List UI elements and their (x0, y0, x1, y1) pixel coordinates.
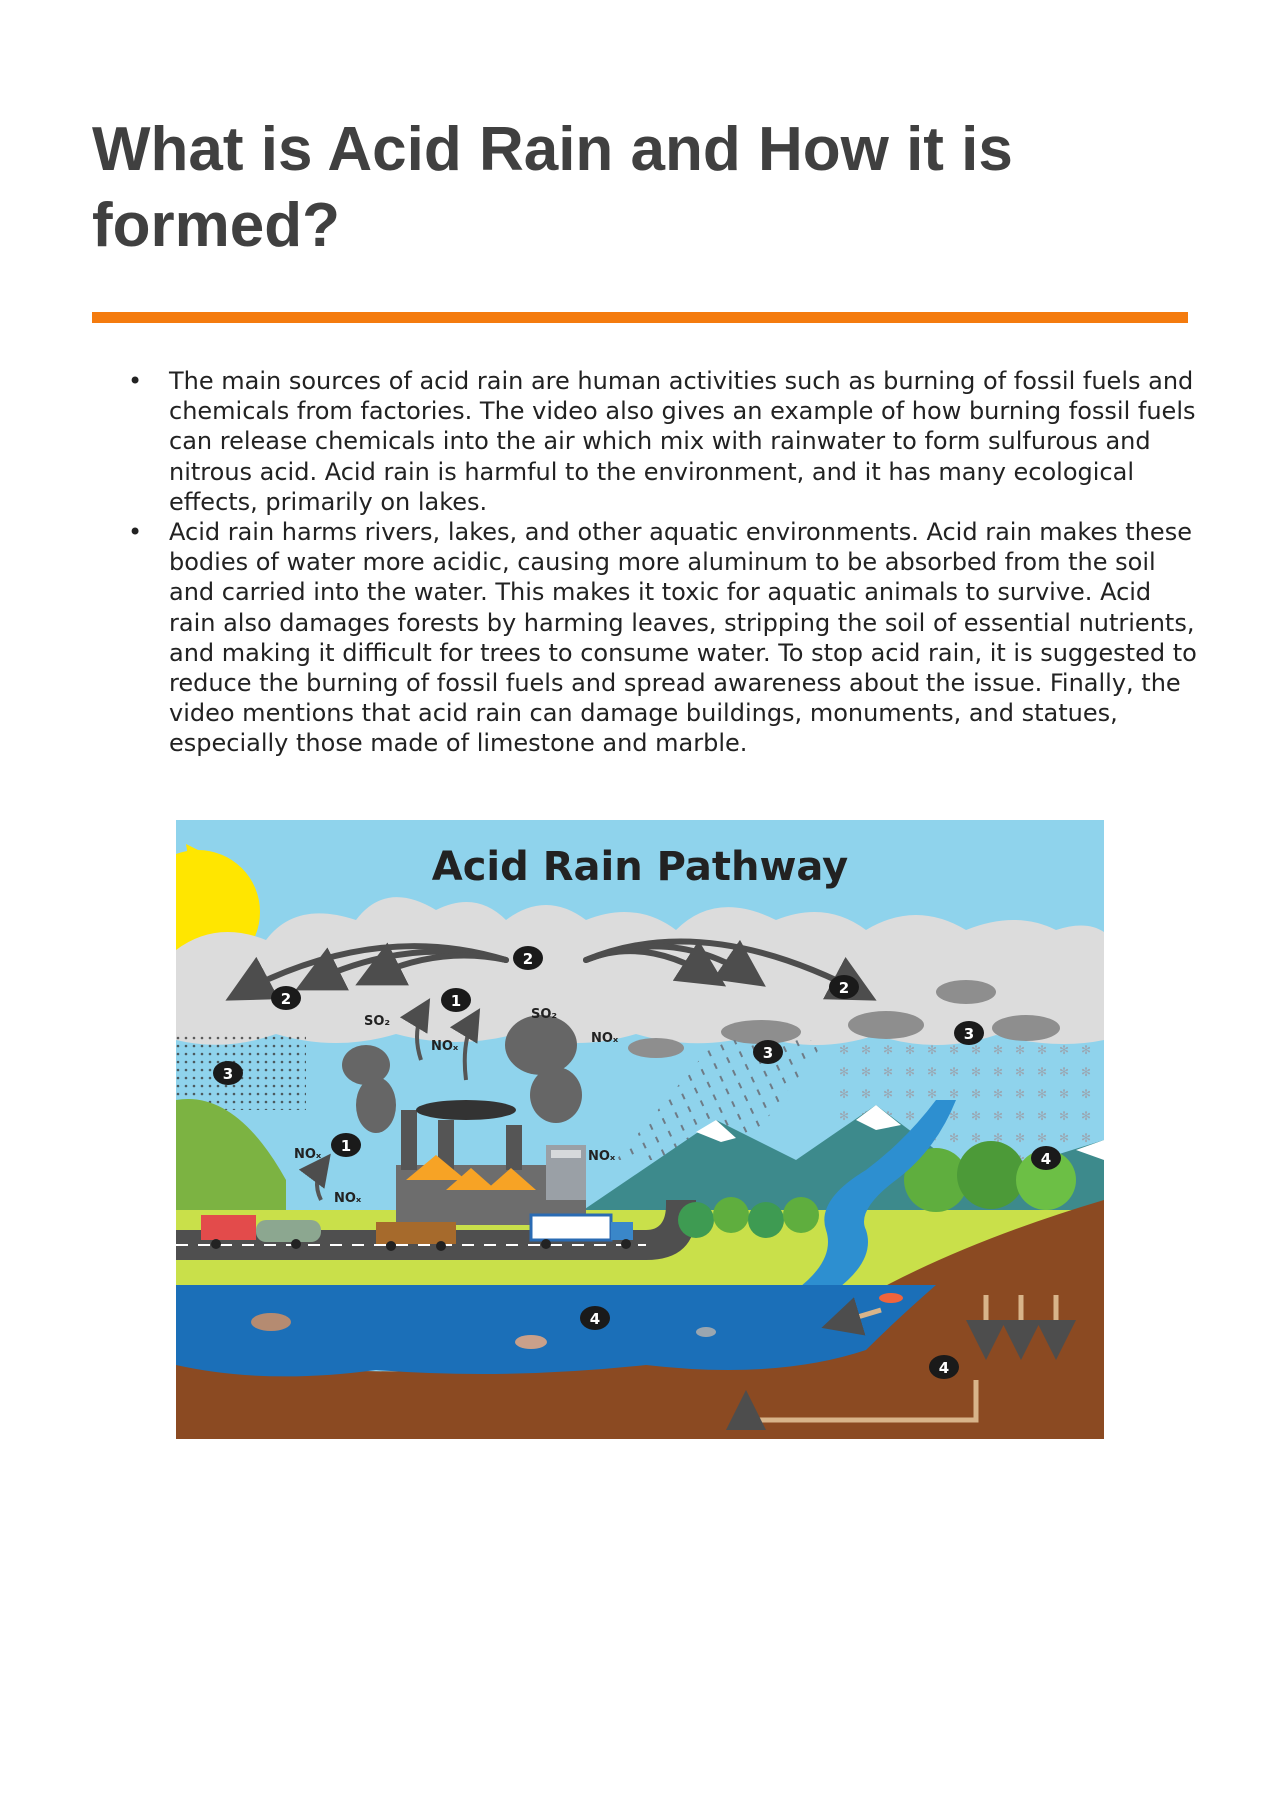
svg-text:4: 4 (589, 1310, 601, 1328)
list-item-text: The main sources of acid rain are human activities such as burning of fossil fuels and chemicals from factories. The video also gives an example of how burning fossil fuels can release chemicals into the air which mix with rainwater to form sulfurous and nitrous acid. Acid rain is harmful to the environment, and it has many ecological effects, primarily on lakes. (169, 367, 1196, 516)
nox-label: NOₓ (294, 1147, 322, 1162)
bullet-icon: • (128, 518, 143, 547)
svg-text:3: 3 (222, 1065, 234, 1083)
nox-label: NOₓ (431, 1039, 459, 1054)
nox-label: NOₓ (588, 1149, 616, 1164)
step-marker (580, 1306, 610, 1330)
so2-label: SO₂ (364, 1014, 391, 1029)
acid-rain-illustration (176, 820, 1104, 1439)
svg-text:2: 2 (280, 990, 292, 1008)
svg-text:2: 2 (522, 950, 534, 968)
bullet-icon: • (128, 367, 143, 395)
list-item (92, 517, 1202, 759)
title-divider (92, 312, 1188, 323)
nox-label: NOₓ (334, 1191, 362, 1206)
svg-text:1: 1 (450, 992, 462, 1010)
step-marker (441, 988, 471, 1012)
svg-text:4: 4 (1040, 1150, 1052, 1168)
list-item-text: Acid rain harms rivers, lakes, and other aquatic environments. Acid rain makes these bodies of water more acidic, causing more aluminum to be absorbed from the soil and carried into the water. This makes it toxic for aquatic animals to survive. Acid rain also damages forests by harming leaves, stripping the soil of essential nutrients, and making it difficult for trees to consume water. To stop acid rain, it is suggested to reduce the burning of fossil fuels and spread awareness about the issue. Finally, the video mentions that acid rain can damage buildings, monuments, and statues, especially those made of limestone and marble. (169, 518, 1197, 758)
bullet-list (92, 366, 1202, 759)
svg-text:3: 3 (963, 1025, 975, 1043)
svg-text:4: 4 (938, 1359, 950, 1377)
step-marker (829, 975, 859, 999)
step-marker (513, 946, 543, 970)
step-marker (929, 1355, 959, 1379)
step-marker (1031, 1146, 1061, 1170)
svg-text:2: 2 (838, 979, 850, 997)
page-title: What is Acid Rain and How it is formed? (92, 115, 1013, 260)
nox-label: NOₓ (591, 1031, 619, 1046)
step-marker (271, 986, 301, 1010)
step-marker (213, 1061, 243, 1085)
acid-rain-pathway-figure (176, 820, 1104, 1439)
figure-title: Acid Rain Pathway (431, 844, 849, 890)
step-marker (331, 1133, 361, 1157)
svg-text:1: 1 (340, 1137, 352, 1155)
svg-text:3: 3 (762, 1044, 774, 1062)
step-marker (954, 1021, 984, 1045)
step-marker (753, 1040, 783, 1064)
so2-label: SO₂ (531, 1007, 558, 1022)
list-item (92, 366, 1202, 517)
